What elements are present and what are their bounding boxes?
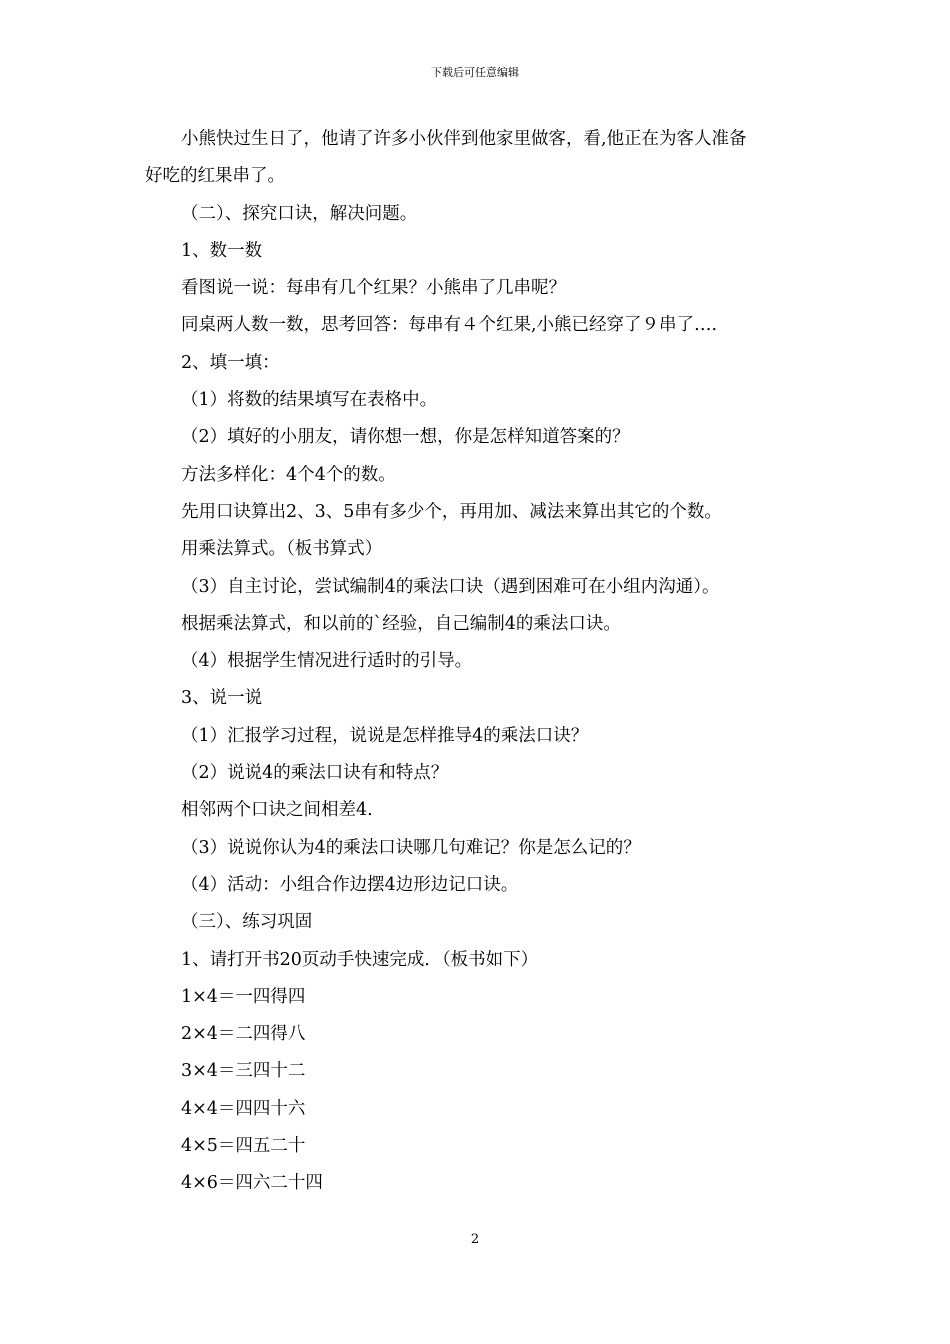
document-body [145, 121, 815, 1203]
paragraph-line: 好吃的红果串了。 [145, 166, 285, 187]
multiplication-line: 3×4＝三四十二 [181, 1061, 306, 1082]
subsection-heading: 1、数一数 [181, 240, 263, 261]
subsection-heading: 2、填一填： [181, 352, 280, 373]
paragraph-line: （1）将数的结果填写在表格中。 [181, 390, 438, 411]
multiplication-line: 4×4＝四四十六 [181, 1098, 306, 1119]
paragraph-line: （3）自主讨论，尝试编制4的乘法口诀（遇到困难可在小组内沟通）。 [181, 576, 720, 597]
paragraph-line: （4）根据学生情况进行适时的引导。 [181, 651, 473, 672]
paragraph-line: 同桌两人数一数，思考回答：每串有４个红果,小熊已经穿了９串了…. [181, 315, 718, 336]
paragraph-line: （2）说说4的乘法口诀有和特点？ [181, 763, 449, 784]
multiplication-line: 2×4＝二四得八 [181, 1024, 306, 1045]
paragraph-line: 相邻两个口诀之间相差4. [181, 800, 373, 821]
paragraph-line: 小熊快过生日了，他请了许多小伙伴到他家里做客，看,他正在为客人准备 [181, 129, 747, 149]
page-number: 2 [470, 1232, 480, 1247]
paragraph-line: （4）活动：小组合作边摆4边形边记口诀。 [181, 874, 519, 895]
multiplication-line: 1×4＝一四得四 [181, 986, 306, 1007]
subsection-heading: 3、说一说 [181, 688, 263, 709]
paragraph-line: （2）填好的小朋友，请你想一想，你是怎样知道答案的？ [181, 427, 630, 448]
paragraph-line: （3）说说你认为4的乘法口诀哪几句难记？你是怎么记的？ [181, 837, 641, 858]
paragraph-line: （1）汇报学习过程，说说是怎样推导4的乘法口诀？ [181, 725, 589, 746]
paragraph-line: 方法多样化：4个4个的数。 [181, 464, 396, 485]
paragraph-line: 根据乘法算式，和以前的`经验，自己编制4的乘法口诀。 [181, 613, 621, 634]
paragraph-line: 先用口诀算出2、3、5串有多少个，再用加、减法来算出其它的个数。 [181, 501, 722, 522]
paragraph-line: 1、请打开书20页动手快速完成．（板书如下） [181, 949, 539, 970]
paragraph-line: 用乘法算式。（板书算式） [181, 539, 383, 560]
paragraph-line: 看图说一说：每串有几个红果？小熊串了几串呢？ [181, 278, 566, 299]
section-heading: （三）、练习巩固 [181, 912, 313, 933]
multiplication-line: 4×5＝四五二十 [181, 1136, 306, 1157]
section-heading: （二）、探究口诀，解决问题。 [181, 203, 418, 224]
page-header: 下载后可任意编辑 [431, 66, 519, 79]
multiplication-line: 4×6＝四六二十四 [181, 1173, 323, 1194]
